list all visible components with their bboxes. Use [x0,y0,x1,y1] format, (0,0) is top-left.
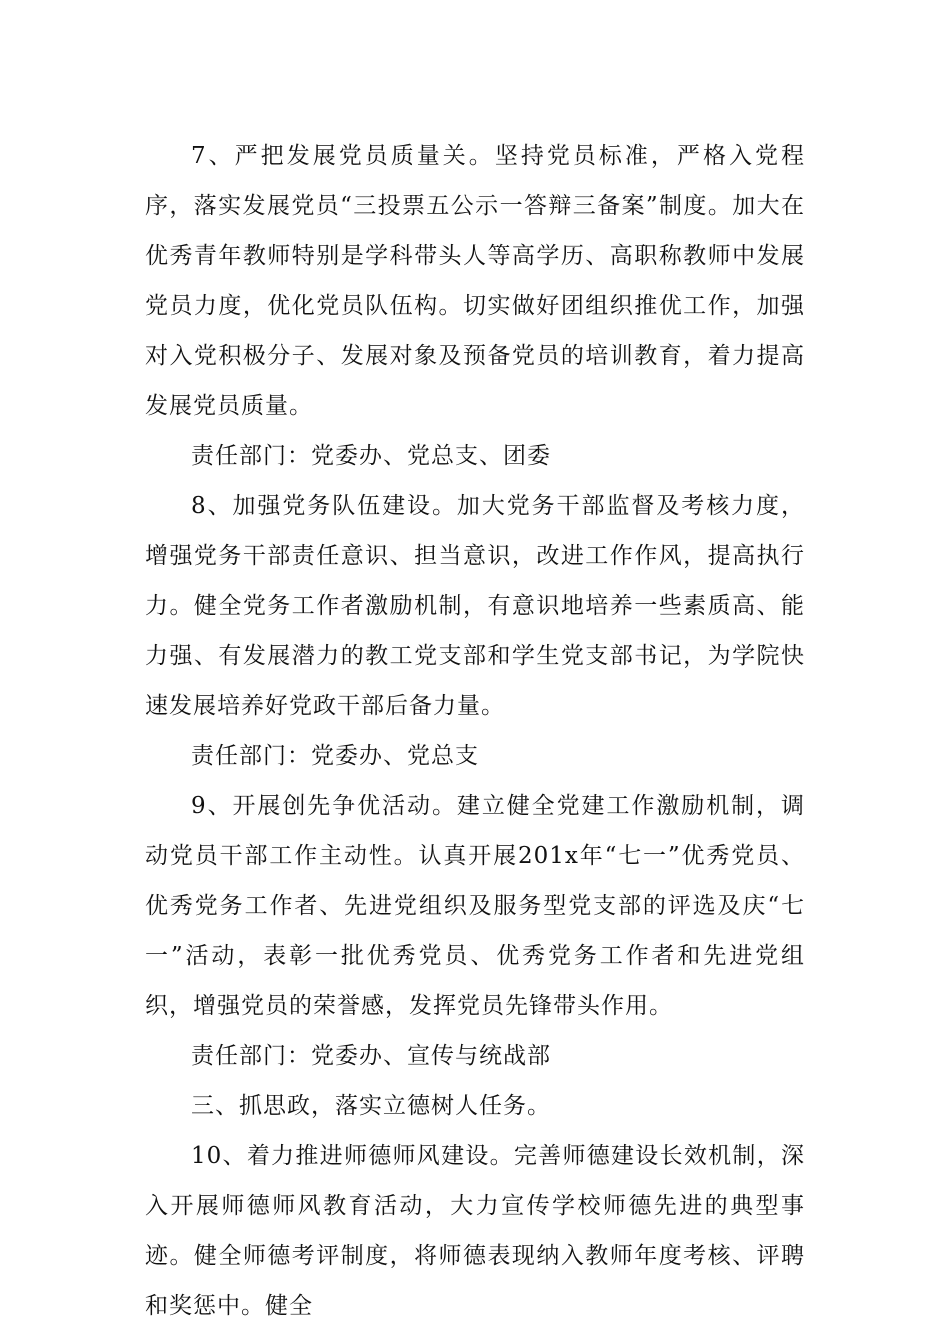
responsible-dept-8: 责任部门：党委办、党总支 [191,743,479,769]
responsible-dept-7: 责任部门：党委办、党总支、团委 [191,443,551,469]
document-body [145,131,805,1331]
paragraph-item-8: 8、加强党务队伍建设。加大党务干部监督及考核力度，增强党务干部责任意识、担当意识，改进工作作风，提高执行力。健全党务工作者激励机制，有意识地培养一些素质高、能力强、有发展潜力的教工党支部和学生党支部书记，为学院快速发展培养好党政干部后备力量。 [145,493,805,719]
paragraph-item-10: 10、着力推进师德师风建设。完善师德建设长效机制，深入开展师德师风教育活动，大力宣传学校师德先进的典型事迹。健全师德考评制度，将师德表现纳入教师年度考核、评聘和奖惩中。健全 [145,1143,805,1319]
paragraph-item-9: 9、开展创先争优活动。建立健全党建工作激励机制，调动党员干部工作主动性。认真开展201x年“七一”优秀党员、优秀党务工作者、先进党组织及服务型党支部的评选及庆“七一”活动，表彰一批优秀党员、优秀党务工作者和先进党组织，增强党员的荣誉感，发挥党员先锋带头作用。 [145,793,805,1019]
responsible-dept-9: 责任部门：党委办、宣传与统战部 [191,1043,551,1069]
section-heading-3: 三、抓思政，落实立德树人任务。 [191,1093,551,1119]
paragraph-item-7: 7、严把发展党员质量关。坚持党员标准，严格入党程序，落实发展党员“三投票五公示一答辩三备案”制度。加大在优秀青年教师特别是学科带头人等高学历、高职称教师中发展党员力度，优化党员队伍构。切实做好团组织推优工作，加强对入党积极分子、发展对象及预备党员的培训教育，着力提高发展党员质量。 [145,143,805,419]
